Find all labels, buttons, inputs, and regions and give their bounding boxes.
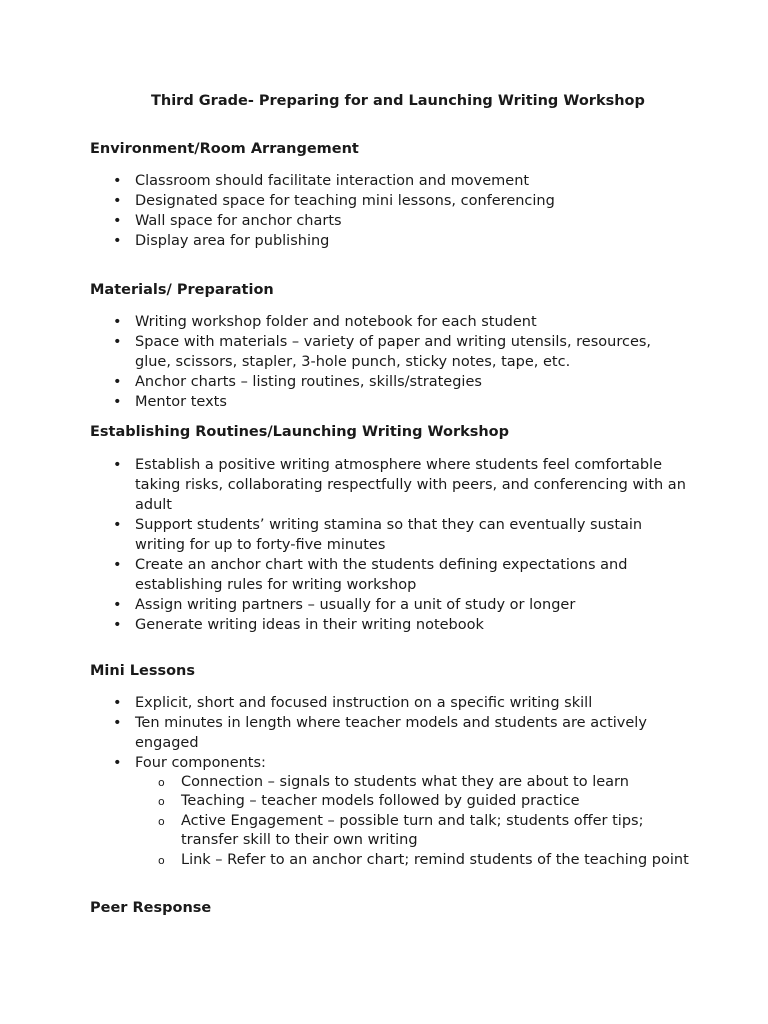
circle-bullet-icon: o [158,776,165,789]
sub-list-item: o Teaching – teacher models followed by guided practice [135,792,690,811]
list-item: • Mentor texts [113,394,227,410]
circle-bullet-icon: o [158,853,165,867]
bullet-icon: • [113,213,122,229]
list-item: • Create an anchor chart with the students defining expectations and establishing rules for writing workshop [113,557,628,593]
bullet-icon: • [113,193,122,209]
mini-lessons-list [90,693,690,870]
list-item: • Establish a positive writing atmosphere where students feel comfortable taking risks, collaborating respectfully with peers, and conferencing with an adult [113,457,686,513]
list-item: • Wall space for anchor charts [113,213,342,229]
list-item: • Anchor charts – listing routines, skills/strategies [113,374,482,390]
list-item: • Ten minutes in length where teacher models and students are actively engaged [113,715,647,751]
section-heading-routines: Establishing Routines/Launching Writing Workshop [90,424,510,440]
document-title: Third Grade- Preparing for and Launching Writing Workshop [151,93,645,109]
components-sublist [135,773,690,870]
bullet-icon: • [113,695,122,711]
routines-list [90,455,690,635]
circle-bullet-icon: o [158,814,165,828]
sub-list-item: o Connection – signals to students what they are about to learn [135,773,690,792]
bullet-icon: • [113,517,122,533]
bullet-icon: • [113,715,122,731]
list-item: • Explicit, short and focused instruction on a specific writing skill [113,695,593,711]
section-heading-peer-response: Peer Response [90,900,212,916]
bullet-icon: • [113,755,122,771]
list-item: • Assign writing partners – usually for a unit of study or longer [113,597,576,613]
list-item: • Designated space for teaching mini lessons, conferencing [113,193,555,209]
list-item: • Writing workshop folder and notebook for each student [113,314,537,330]
list-item: • Classroom should facilitate interaction and movement [113,173,530,189]
bullet-icon: • [113,173,122,189]
environment-list [90,171,690,251]
list-item: • Generate writing ideas in their writing notebook [113,617,484,633]
bullet-icon: • [113,374,122,390]
bullet-icon: • [113,597,122,613]
circle-bullet-icon: o [158,795,165,809]
materials-list [90,312,690,412]
list-item: • Space with materials – variety of paper and writing utensils, resources, glue, scissors, stapler, 3-hole punch, sticky notes, tape, etc. [113,334,652,370]
section-heading-materials: Materials/ Preparation [90,282,274,298]
bullet-icon: • [113,557,122,573]
sub-list-item: o Link – Refer to an anchor chart; remind students of the teaching point [135,851,690,870]
list-item: • Support students’ writing stamina so that they can eventually sustain writing for up to forty-five minutes [113,517,643,553]
bullet-icon: • [113,314,122,330]
bullet-icon: • [113,233,122,249]
list-item: • Four components: o Connection – signals to students what they are about to learn o Teaching – teacher models followed by guided practice o Active Engagement – possible turn and talk; students offer tips; transfer skill to their own writing o Link – Refer to an anchor chart; remind students of the teaching point [90,753,690,870]
section-heading-environment: Environment/Room Arrangement [90,141,359,157]
bullet-icon: • [113,617,122,633]
list-item: • Display area for publishing [113,233,330,249]
sub-list-item: o Active Engagement – possible turn and talk; students offer tips; transfer skill to their own writing [158,812,644,849]
bullet-icon: • [113,457,122,473]
section-heading-mini-lessons: Mini Lessons [90,663,195,679]
bullet-icon: • [113,334,122,350]
bullet-icon: • [113,394,122,410]
